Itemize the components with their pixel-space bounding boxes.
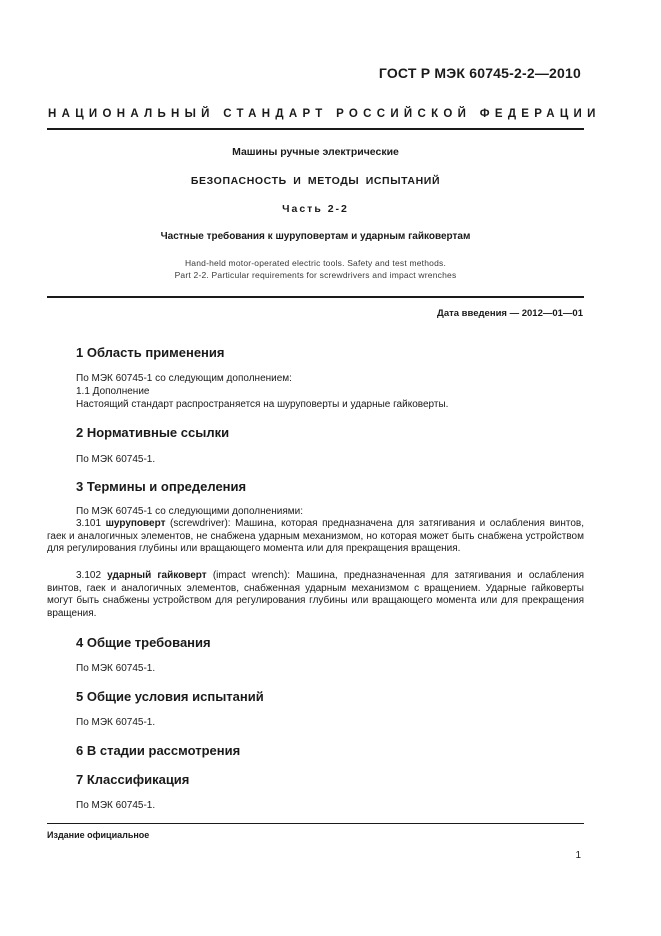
doc-number: ГОСТ Р МЭК 60745-2-2—2010	[378, 65, 581, 81]
section-7-heading: 7 Классификация	[76, 772, 190, 787]
definition-3-101-text: Машина, которая предназначена для затягивания и ослабления винтов, гаек и аналогичных элементов, не снабжена ударным механизмом, но которая может быть снабжена устройством для регулирования глубины или вращающего момента или для прекращения вращения.	[47, 518, 585, 555]
title-line-2: БЕЗОПАСНОСТЬ И МЕТОДЫ ИСПЫТАНИЙ	[190, 175, 441, 187]
edition-label: Издание официальное	[47, 830, 150, 840]
definition-3-102-term: ударный гайковерт	[107, 570, 207, 581]
section-5-heading: 5 Общие условия испытаний	[76, 689, 264, 704]
section-4-text: По МЭК 60745-1.	[76, 663, 156, 674]
definition-3-101-english: (screwdriver):	[170, 518, 231, 529]
section-3-heading: 3 Термины и определения	[76, 479, 247, 494]
section-6-heading: 6 В стадии рассмотрения	[76, 743, 241, 758]
effective-date: Дата введения — 2012—01—01	[437, 308, 583, 319]
english-title-line-1: Hand-held motor-operated electric tools. Safety and test methods.	[184, 258, 447, 268]
section-2-heading: 2 Нормативные ссылки	[76, 425, 230, 440]
section-1-line-2: 1.1 Дополнение	[76, 386, 150, 397]
definition-3-101	[47, 518, 584, 556]
definition-3-102	[47, 570, 584, 620]
national-standard-banner: НАЦИОНАЛЬНЫЙ СТАНДАРТ РОССИЙСКОЙ ФЕДЕРАЦИИ	[48, 108, 601, 120]
section-3-intro: По МЭК 60745-1 со следующими дополнениями:	[76, 506, 303, 517]
title-rule	[47, 296, 584, 298]
section-1-line-1: По МЭК 60745-1 со следующим дополнением:	[76, 373, 292, 384]
definition-3-102-english: (impact wrench):	[212, 570, 291, 581]
section-7-text: По МЭК 60745-1.	[76, 800, 156, 811]
subtitle: Частные требования к шуруповертам и ударным гайковертам	[160, 231, 471, 242]
definition-3-101-term: шуруповерт	[105, 518, 166, 529]
page-number: 1	[575, 850, 581, 861]
section-5-text: По МЭК 60745-1.	[76, 717, 156, 728]
section-1-line-3: Настоящий стандарт распространяется на шуруповерты и ударные гайковерты.	[76, 399, 449, 410]
part-label: Часть 2-2	[282, 203, 349, 215]
title-line-1: Машины ручные электрические	[232, 146, 399, 158]
section-2-text: По МЭК 60745-1.	[76, 454, 156, 465]
definition-3-102-number: 3.102	[76, 570, 102, 581]
definition-3-101-number: 3.101	[76, 518, 102, 529]
header-rule	[47, 128, 584, 130]
definition-3-102-text: Машина, предназначенная для затягивания и ослабления винтов, гаек и аналогичных элементов, снабженная ударным механизмом с вращением. Ударные гайковерты могут быть снабжены устройством для регулирования глубины или вращающего момента или для прекращения вращения.	[47, 570, 584, 619]
footer-rule	[47, 823, 584, 824]
section-1-heading: 1 Область применения	[76, 345, 225, 360]
section-4-heading: 4 Общие требования	[76, 635, 211, 650]
english-title-line-2: Part 2-2. Particular requirements for screwdrivers and impact wrenches	[174, 270, 457, 280]
